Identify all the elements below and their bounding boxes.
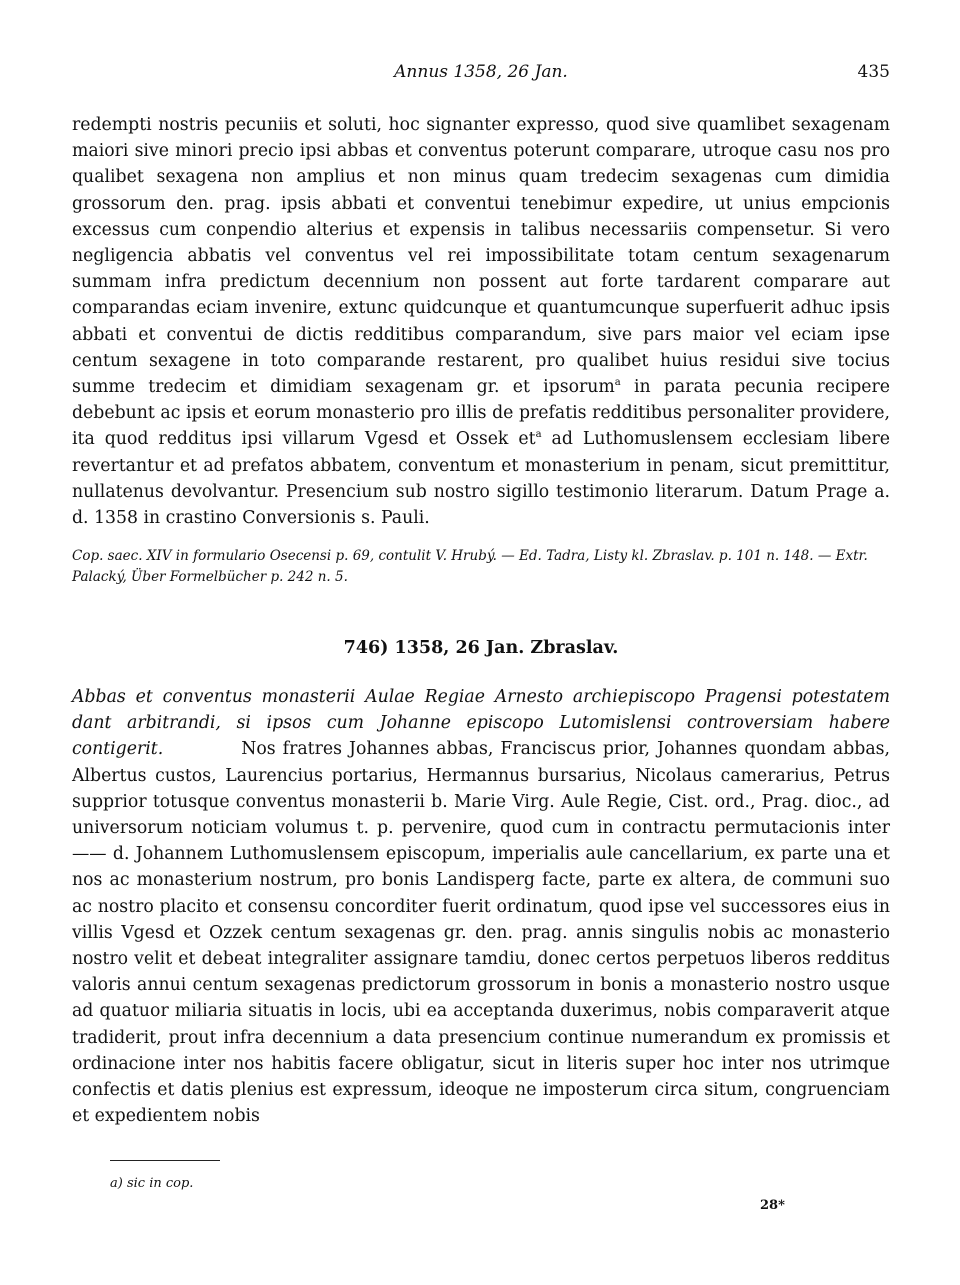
paragraph-text-2: in parata pecunia recipere debebunt ac ipsis et eorum monasterio pro illis de prefatis redditibus personaliter providere, ita quod redditus ipsi villarum Vgesd et Ossek et	[72, 377, 891, 450]
signature-mark: 28*	[760, 1198, 785, 1213]
paragraph-text-3: ad Luthomuslensem ecclesiam libere revertantur et ad prefatos abbatem, conventum et monasterium in penam, sicut premittitur, nullatenus devolvantur. Presencium sub nostro sigillo testimonio literarum. Datum Prage a. d. 1358 in crastino Conversionis s. Pauli.	[72, 429, 890, 529]
source-citation	[72, 546, 890, 588]
footnote-marker: a)	[110, 1176, 123, 1191]
page-header	[72, 60, 890, 86]
footnote-ref-a: a	[614, 377, 621, 389]
body-text-1: Nos fratres Johannes abbas, Franciscus prior, Johannes quondam abbas, Albertus custos, Laurencius portarius, Hermannus bursarius, Nicolaus camerarius, Petrus supprior totusque conventus monasterii b. Marie Virg. Aule Regie, Cist. ord., Prag. dioc., ad universorum noticiam volumus t. p. pervenire, quod cum in contractu permutacionis inter	[72, 739, 890, 839]
footnote-text: sic in cop.	[126, 1176, 194, 1191]
citation-text: Cop. saec. XIV in formulario Osecensi p. 69, contulit V. Hrubý. — Ed. Tadra, Listy kl. Zbraslav. p. 101 n. 148. — Extr. Palacký, Über Formelbücher p. 242 n. 5.	[72, 548, 868, 585]
body-text-2: d. Johannem Luthomuslensem episcopum, imperialis aule cancellarium, ex parte una et nos ac monasterium nostrum, pro bonis Landisperg facte, parte ex altera, de communi suo ac nostro placito et consensu concorditer fuerit ordinatum, quod ipse vel successores eius in villis Vgesd et Ozzek centum sexagenas gr. den. prag. annis singulis nobis ac monasterio nostro velit et debeat integraliter assignare tamdiu, donec certos perpetuos liberos redditus valoris annui centum sexagenas predictorum grossorum in bonis a monasterio nostro usque ad quatuor miliaria situatis in locis, ubi ea acceptanda duxerimus, nobis comparaverit atque tradiderit, prout infra decennium a data presencium continue numerandum ex promissis et ordinacione inter nos habitis facere obligatur, sicut in literis super hoc inter nos utrimque confectis et datis plenius est expressum, ideoque ne imposterum circa situm, congruenciam et expedientem nobis	[72, 844, 890, 1127]
page-number: 435	[857, 62, 890, 82]
omission-dash: ——	[72, 844, 113, 865]
footnote-ref-a: a	[535, 429, 542, 441]
document-heading: 746) 1358, 26 Jan. Zbraslav.	[343, 638, 619, 658]
document-body	[72, 684, 890, 1129]
footnote-rule	[110, 1160, 220, 1161]
continued-paragraph	[72, 112, 890, 531]
running-head: Annus 1358, 26 Jan.	[394, 62, 568, 82]
footnote	[110, 1176, 193, 1191]
paragraph-text-1: redempti nostris pecuniis et soluti, hoc signanter expresso, quod sive quamlibet sexagenam maiori sive minori precio ipsi abbas et conventus poterunt comparare, utroque casu nos pro qualibet sexagena non amplius et non minus quam tredecim sexagenas cum dimidia grossorum den. prag. ipsis abbati et conventui tenebimur expedire, ut unius empcionis excessus cum conpendio alterius et expensis in talibus necessariis compensetur. Si vero negligencia abbatis vel conventus vel rei impossibilitate totam centum sexagenarum summam infra predictum decennium non possent aut forte tardarent comparare aut comparandas eciam invenire, extunc quidcunque et quantumcunque superfuerit adhuc ipsis abbati et conventui de dictis redditibus comparandum, sive pars maior vel eciam ipse centum sexagene in toto comparande restarent, pro qualibet huius residui sive tocius summe tredecim et dimidiam sexagenam gr. et ipsorum	[72, 115, 890, 398]
regest-summary: Abbas et conventus monasterii Aulae Regiae Arnesto archiepiscopo Pragensi potestatem dant arbitrandi, si ipsos cum Johanne episcopo Lutomislensi controversiam habere contigerit.	[72, 687, 890, 760]
